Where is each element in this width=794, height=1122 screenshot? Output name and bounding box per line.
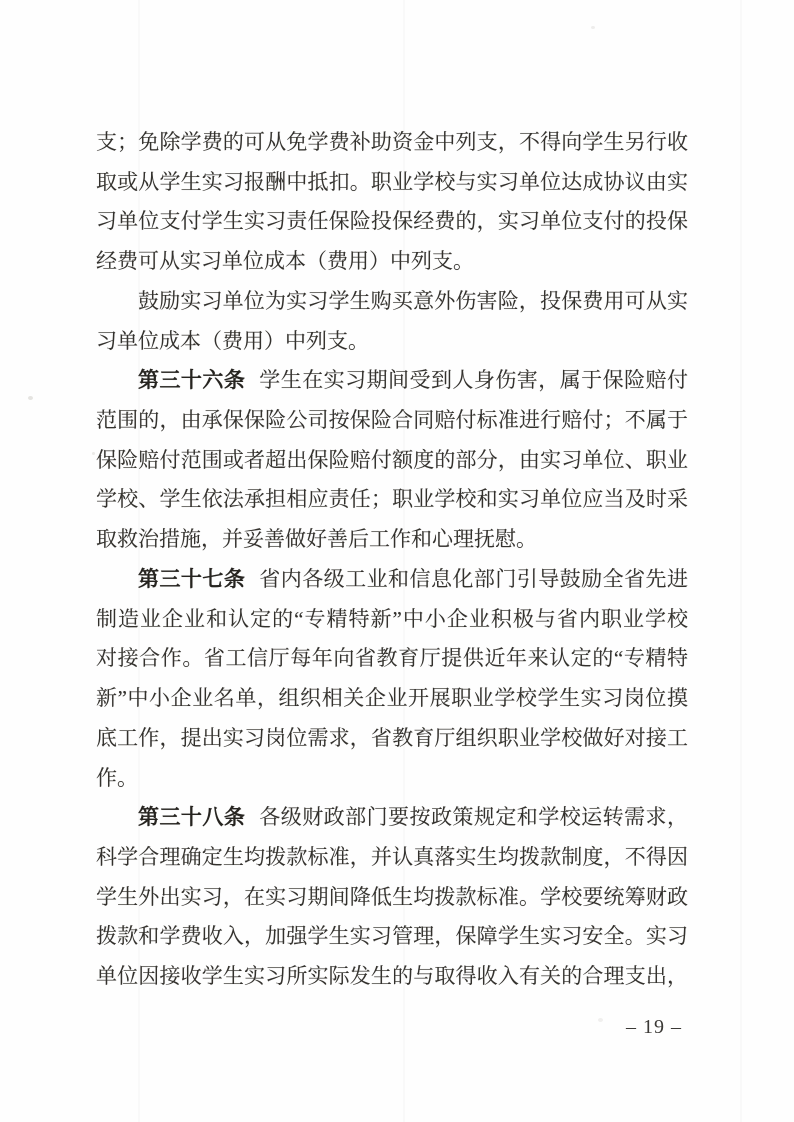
text-line: 习单位支付学生实习责任保险投保经费的，实习单位支付的投保 — [96, 209, 688, 234]
document-body — [96, 123, 688, 997]
scan-speck — [598, 1018, 603, 1022]
scan-speck — [28, 396, 33, 400]
text-line: 取或从学生实习报酬中抵扣。职业学校与实习单位达成协议由实 — [96, 169, 688, 194]
scan-speck — [591, 26, 595, 29]
text-line: 对接合作。省工信厅每年向省教育厅提供近年来认定的“专精特 — [96, 646, 688, 671]
text-line: 鼓励实习单位为实习学生购买意外伤害险，投保费用可从实 — [138, 288, 688, 313]
scan-band — [740, 0, 742, 1122]
scan-speck — [92, 452, 95, 455]
page-number: – 19 – — [626, 1016, 682, 1038]
text-line: 新”中小企业名单，组织相关企业开展职业学校学生实习岗位摸 — [96, 686, 688, 711]
article-38-heading-line — [96, 798, 688, 838]
article-38-number: 第三十八条 — [138, 805, 246, 830]
text-line: 科学合理确定生均拨款标准，并认真落实生均拨款制度，不得因 — [96, 844, 688, 869]
text-line: 取救治措施，并妥善做好善后工作和心理抚慰。 — [96, 527, 537, 552]
article-36-text: 学生在实习期间受到人身伤害，属于保险赔付 — [259, 368, 688, 393]
article-37-number: 第三十七条 — [138, 566, 246, 591]
article-36-heading-line — [96, 361, 688, 401]
text-line: 范围的，由承保保险公司按保险合同赔付标准进行赔付；不属于 — [96, 408, 688, 433]
article-36-number: 第三十六条 — [138, 368, 246, 393]
text-line: 学校、学生依法承担相应责任；职业学校和实习单位应当及时采 — [96, 487, 688, 512]
text-line: 支；免除学费的可从免学费补助资金中列支，不得向学生另行收 — [96, 130, 688, 154]
text-line: 作。 — [96, 765, 138, 790]
text-line: 单位因接收学生实习所实际发生的与取得收入有关的合理支出， — [96, 964, 688, 989]
text-line: 底工作，提出实习岗位需求，省教育厅组织职业学校做好对接工 — [96, 725, 688, 750]
text-line: 保险赔付范围或者超出保险赔付额度的部分，由实习单位、职业 — [96, 447, 688, 472]
text-line: 习单位成本（费用）中列支。 — [96, 328, 369, 353]
text-line: 经费可从实习单位成本（费用）中列支。 — [96, 249, 474, 274]
text-line: 制造业企业和认定的“专精特新”中小企业积极与省内职业学校 — [96, 606, 688, 631]
text-line: 学生外出实习，在实习期间降低生均拨款标准。学校要统筹财政 — [96, 884, 688, 909]
text-line: 拨款和学费收入，加强学生实习管理，保障学生实习安全。实习 — [96, 924, 688, 949]
article-37-heading-line — [96, 560, 688, 600]
article-38-text: 各级财政部门要按政策规定和学校运转需求， — [259, 805, 688, 830]
article-37-text: 省内各级工业和信息化部门引导鼓励全省先进 — [259, 566, 688, 591]
